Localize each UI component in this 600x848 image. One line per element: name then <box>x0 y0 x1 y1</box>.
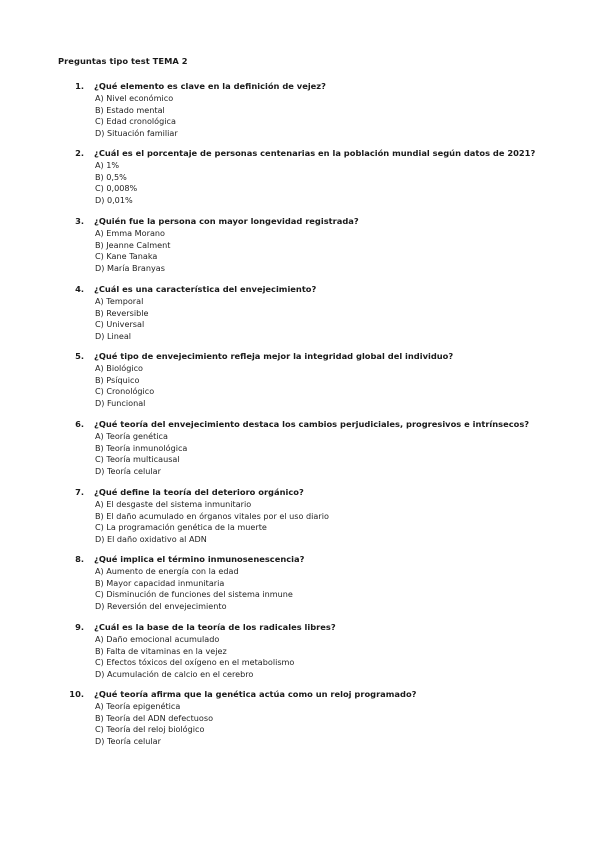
answer-option: C) Universal <box>95 319 145 329</box>
question-text: ¿Qué tipo de envejecimiento refleja mejor la integridad global del individuo? <box>94 351 454 361</box>
question-text: ¿Cuál es la base de la teoría de los radicales libres? <box>94 622 336 632</box>
question-number: 4. <box>75 284 84 294</box>
answer-option: B) Mayor capacidad inmunitaria <box>95 577 225 588</box>
answer-option: C) Teoría del reloj biológico <box>95 724 205 734</box>
answer-option: C) Edad cronológica <box>95 116 176 126</box>
answer-option: A) Biológico <box>95 363 144 373</box>
answer-option: C) La programación genética de la muerte <box>95 522 267 532</box>
question-number: 5. <box>75 351 84 361</box>
answer-option: C) Disminución de funciones del sistema inmune <box>95 589 293 599</box>
question-text: ¿Qué teoría afirma que la genética actúa como un reloj programado? <box>94 689 417 699</box>
question-text: ¿Qué elemento es clave en la definición de vejez? <box>94 81 326 91</box>
answer-option: C) 0,008% <box>95 183 138 193</box>
answer-option: A) Daño emocional acumulado <box>95 634 220 644</box>
answer-option: B) Reversible <box>95 307 149 318</box>
question-number: 7. <box>75 487 84 497</box>
answer-option: D) Teoría celular <box>95 465 161 476</box>
answer-option: D) Lineal <box>95 330 132 341</box>
question-number: 3. <box>75 216 84 226</box>
answer-option: D) Situación familiar <box>95 127 178 138</box>
answer-option: B) Teoría inmunológica <box>95 442 188 453</box>
answer-option: D) Teoría celular <box>95 735 161 746</box>
answer-option: A) Teoría genética <box>95 431 168 441</box>
answer-option: A) Emma Morano <box>95 228 165 238</box>
answer-option: A) El desgaste del sistema inmunitario <box>95 499 252 509</box>
answer-option: D) María Branyas <box>95 262 165 273</box>
question-number: 10. <box>69 689 84 699</box>
answer-option: C) Cronológico <box>95 386 155 396</box>
answer-option: C) Efectos tóxicos del oxígeno en el metabolismo <box>95 657 295 667</box>
question-number: 2. <box>75 148 84 158</box>
question-text: ¿Quién fue la persona con mayor longevidad registrada? <box>94 216 359 226</box>
answer-option: B) El daño acumulado en órganos vitales por el uso diario <box>95 510 329 521</box>
answer-option: A) Teoría epigenética <box>95 701 181 711</box>
answer-option: C) Teoría multicausal <box>95 454 180 464</box>
answer-option: B) Teoría del ADN defectuoso <box>95 712 214 723</box>
answer-option: B) Falta de vitaminas en la vejez <box>95 645 227 656</box>
answer-option: A) Aumento de energía con la edad <box>95 566 239 576</box>
question-number: 9. <box>75 622 84 632</box>
question-text: ¿Qué define la teoría del deterioro orgánico? <box>94 487 304 497</box>
answer-option: B) 0,5% <box>95 171 127 182</box>
question-text: ¿Qué teoría del envejecimiento destaca los cambios perjudiciales, progresivos e intrínsecos? <box>94 419 530 429</box>
question-number: 6. <box>75 419 84 429</box>
answer-option: B) Psíquico <box>95 374 140 385</box>
answer-option: D) Acumulación de calcio en el cerebro <box>95 668 254 679</box>
answer-option: A) Temporal <box>95 296 144 306</box>
question-text: ¿Cuál es el porcentaje de personas centenarias en la población mundial según datos de 2021? <box>94 148 536 158</box>
answer-option: A) 1% <box>95 160 120 170</box>
question-number: 1. <box>75 81 84 91</box>
answer-option: C) Kane Tanaka <box>95 251 158 261</box>
answer-option: D) 0,01% <box>95 194 133 205</box>
question-text: ¿Qué implica el término inmunosenescencia? <box>94 554 305 564</box>
answer-option: D) Reversión del envejecimiento <box>95 600 227 611</box>
question-text: ¿Cuál es una característica del envejecimiento? <box>94 284 317 294</box>
answer-option: D) El daño oxidativo al ADN <box>95 533 207 544</box>
answer-option: B) Estado mental <box>95 104 165 115</box>
answer-option: D) Funcional <box>95 397 146 408</box>
page-title: Preguntas tipo test TEMA 2 <box>58 56 188 66</box>
answer-option: B) Jeanne Calment <box>95 239 171 250</box>
answer-option: A) Nivel económico <box>95 93 174 103</box>
question-number: 8. <box>75 554 84 564</box>
